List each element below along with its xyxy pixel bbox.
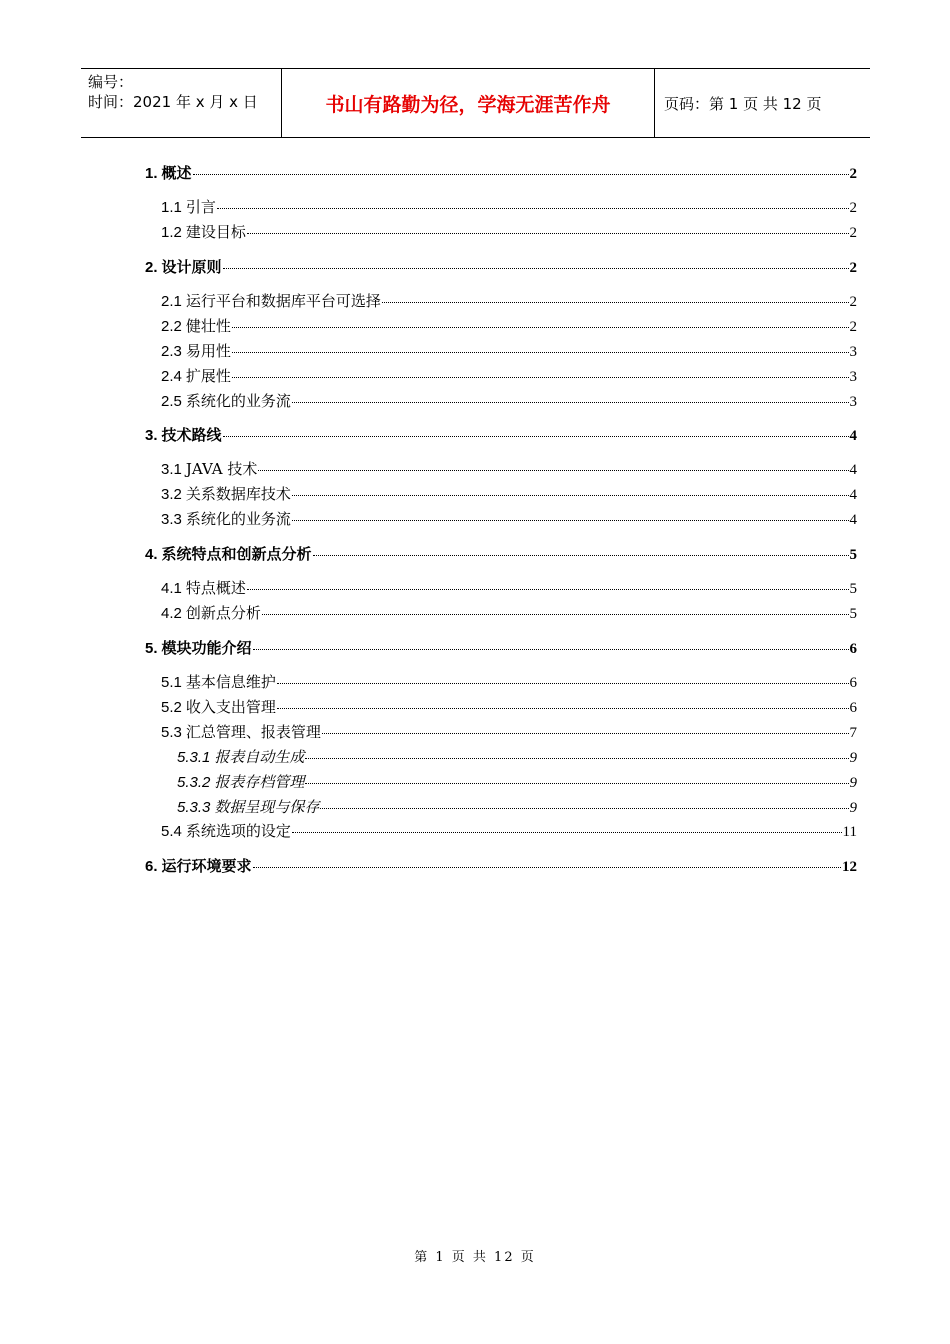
toc-dot-leader xyxy=(217,197,849,212)
toc-entry-page: 2 xyxy=(849,294,857,310)
toc-entry-number: 1.2 xyxy=(161,224,182,241)
toc-entry-number: 2. xyxy=(145,259,158,276)
toc-entry[interactable] xyxy=(161,483,857,504)
toc-entry-title: 系统化的业务流 xyxy=(185,392,291,410)
toc-entry-title: 运行环境要求 xyxy=(161,857,252,875)
toc-dot-leader xyxy=(322,722,849,737)
toc-dot-leader xyxy=(313,544,849,559)
toc-entry[interactable] xyxy=(161,508,857,529)
toc-entry-title: JAVA 技术 xyxy=(185,460,258,478)
toc-entry-title: 关系数据库技术 xyxy=(185,485,291,503)
toc-entry-page: 11 xyxy=(842,824,857,840)
toc-entry-number: 2.1 xyxy=(161,293,182,310)
toc-entry[interactable] xyxy=(145,256,857,277)
toc-entry[interactable] xyxy=(145,543,857,564)
toc-entry[interactable] xyxy=(161,315,857,336)
toc-entry-page: 3 xyxy=(849,394,857,410)
toc-entry-title: 模块功能介绍 xyxy=(161,639,252,657)
toc-entry-page: 5 xyxy=(849,606,857,622)
toc-dot-leader xyxy=(305,772,848,787)
toc-entry-title: 系统选项的设定 xyxy=(185,822,291,840)
toc-entry[interactable] xyxy=(177,746,857,767)
document-date-label: 时间：2021 年 x 月 x 日 xyxy=(88,93,258,111)
toc-entry-title: 基本信息维护 xyxy=(185,673,276,691)
toc-entry-number: 4.2 xyxy=(161,605,182,622)
toc-entry[interactable] xyxy=(145,424,857,445)
toc-entry-number: 2.3 xyxy=(161,343,182,360)
toc-entry-number: 5.3 xyxy=(161,724,182,741)
toc-entry-page: 7 xyxy=(849,725,857,741)
toc-entry[interactable] xyxy=(161,196,857,217)
toc-dot-leader xyxy=(223,257,849,272)
toc-entry-number: 1.1 xyxy=(161,199,182,216)
toc-entry-page: 4 xyxy=(849,428,857,444)
toc-entry-title: 扩展性 xyxy=(185,367,231,385)
toc-entry-title: 概述 xyxy=(161,164,192,182)
toc-entry[interactable] xyxy=(161,458,857,479)
toc-entry-page: 2 xyxy=(849,260,857,276)
toc-entry-title: 报表自动生成 xyxy=(214,748,305,766)
toc-entry[interactable] xyxy=(161,365,857,386)
toc-dot-leader xyxy=(320,797,848,812)
toc-entry[interactable] xyxy=(177,771,857,792)
toc-dot-leader xyxy=(232,341,849,356)
toc-entry-title: 设计原则 xyxy=(161,258,222,276)
toc-entry-title: 数据呈现与保存 xyxy=(214,798,320,816)
toc-dot-leader xyxy=(292,391,849,406)
toc-dot-leader xyxy=(277,697,849,712)
toc-entry-number: 5.3.1 xyxy=(177,749,211,766)
toc-entry[interactable] xyxy=(145,855,857,876)
toc-entry-page: 9 xyxy=(849,750,857,766)
toc-dot-leader xyxy=(258,459,848,474)
toc-entry-page: 2 xyxy=(849,225,857,241)
toc-dot-leader xyxy=(277,672,849,687)
toc-entry-number: 5.3.2 xyxy=(177,774,211,791)
toc-dot-leader xyxy=(247,578,849,593)
toc-entry-title: 系统特点和创新点分析 xyxy=(161,545,312,563)
toc-entry-title: 报表存档管理 xyxy=(214,773,305,791)
toc-entry[interactable] xyxy=(161,820,857,841)
page-header xyxy=(81,68,870,138)
toc-dot-leader xyxy=(292,509,849,524)
toc-entry-number: 2.2 xyxy=(161,318,182,335)
toc-entry-number: 4.1 xyxy=(161,580,182,597)
toc-dot-leader xyxy=(262,603,849,618)
toc-entry-title: 特点概述 xyxy=(185,579,246,597)
toc-entry-number: 4. xyxy=(145,546,158,563)
toc-entry-page: 6 xyxy=(849,675,857,691)
toc-entry-title: 系统化的业务流 xyxy=(185,510,291,528)
toc-entry-page: 4 xyxy=(849,462,857,478)
toc-dot-leader xyxy=(247,222,849,237)
header-page-label: 页码：第 1 页 共 12 页 xyxy=(664,94,822,113)
toc-dot-leader xyxy=(223,425,849,440)
toc-entry-page: 6 xyxy=(849,700,857,716)
toc-dot-leader xyxy=(253,638,849,653)
toc-entry-number: 5.3.3 xyxy=(177,799,211,816)
toc-entry-title: 建设目标 xyxy=(185,223,246,241)
toc-entry[interactable] xyxy=(161,602,857,623)
toc-entry-number: 3.1 xyxy=(161,461,182,478)
toc-entry-title: 收入支出管理 xyxy=(185,698,276,716)
toc-entry-page: 5 xyxy=(849,581,857,597)
toc-dot-leader xyxy=(193,163,849,178)
toc-entry-page: 3 xyxy=(849,369,857,385)
toc-entry[interactable] xyxy=(161,390,857,411)
toc-entry-number: 5.4 xyxy=(161,823,182,840)
toc-entry-title: 汇总管理、报表管理 xyxy=(185,723,321,741)
toc-entry-page: 5 xyxy=(849,547,857,563)
toc-entry[interactable] xyxy=(145,162,857,183)
toc-entry-title: 健壮性 xyxy=(185,317,231,335)
toc-entry[interactable] xyxy=(145,637,857,658)
toc-entry[interactable] xyxy=(161,577,857,598)
toc-entry-number: 1. xyxy=(145,165,158,182)
toc-entry-page: 2 xyxy=(849,319,857,335)
toc-entry-page: 12 xyxy=(842,859,857,875)
toc-entry-number: 6. xyxy=(145,858,158,875)
toc-entry-number: 2.5 xyxy=(161,393,182,410)
toc-dot-leader xyxy=(305,747,848,762)
toc-entry-title: 引言 xyxy=(185,198,216,216)
toc-entry-page: 9 xyxy=(849,800,857,816)
header-motto: 书山有路勤为径，学海无涯苦作舟 xyxy=(282,69,655,137)
toc-entry-page: 9 xyxy=(849,775,857,791)
toc-entry-page: 4 xyxy=(849,487,857,503)
toc-entry-page: 4 xyxy=(849,512,857,528)
toc-entry[interactable] xyxy=(161,671,857,692)
toc-dot-leader xyxy=(292,484,849,499)
toc-entry-title: 易用性 xyxy=(185,342,231,360)
toc-dot-leader xyxy=(232,316,849,331)
toc-entry-page: 2 xyxy=(849,166,857,182)
toc-dot-leader xyxy=(382,291,849,306)
toc-entry[interactable] xyxy=(177,796,857,817)
toc-entry-title: 运行平台和数据库平台可选择 xyxy=(185,292,381,310)
toc-entry-number: 3. xyxy=(145,427,158,444)
toc-entry-title: 创新点分析 xyxy=(185,604,261,622)
document-number-label: 编号： xyxy=(88,73,134,91)
toc-entry-number: 3.2 xyxy=(161,486,182,503)
toc-entry[interactable] xyxy=(161,696,857,717)
toc-entry-number: 3.3 xyxy=(161,511,182,528)
toc-entry[interactable] xyxy=(161,290,857,311)
toc-entry[interactable] xyxy=(161,340,857,361)
toc-entry-page: 3 xyxy=(849,344,857,360)
toc-entry-number: 5.2 xyxy=(161,699,182,716)
toc-entry-number: 5.1 xyxy=(161,674,182,691)
page-footer: 第 1 页 共 12 页 xyxy=(414,1250,536,1265)
toc-entry-page: 2 xyxy=(849,200,857,216)
toc-dot-leader xyxy=(292,821,842,836)
toc-dot-leader xyxy=(253,856,841,871)
toc-entry-number: 5. xyxy=(145,640,158,657)
toc-entry-number: 2.4 xyxy=(161,368,182,385)
toc-entry[interactable] xyxy=(161,221,857,242)
toc-dot-leader xyxy=(232,366,849,381)
header-left-cell xyxy=(81,69,282,137)
toc-entry[interactable] xyxy=(161,721,857,742)
toc-entry-title: 技术路线 xyxy=(161,426,222,444)
toc-entry-page: 6 xyxy=(849,641,857,657)
